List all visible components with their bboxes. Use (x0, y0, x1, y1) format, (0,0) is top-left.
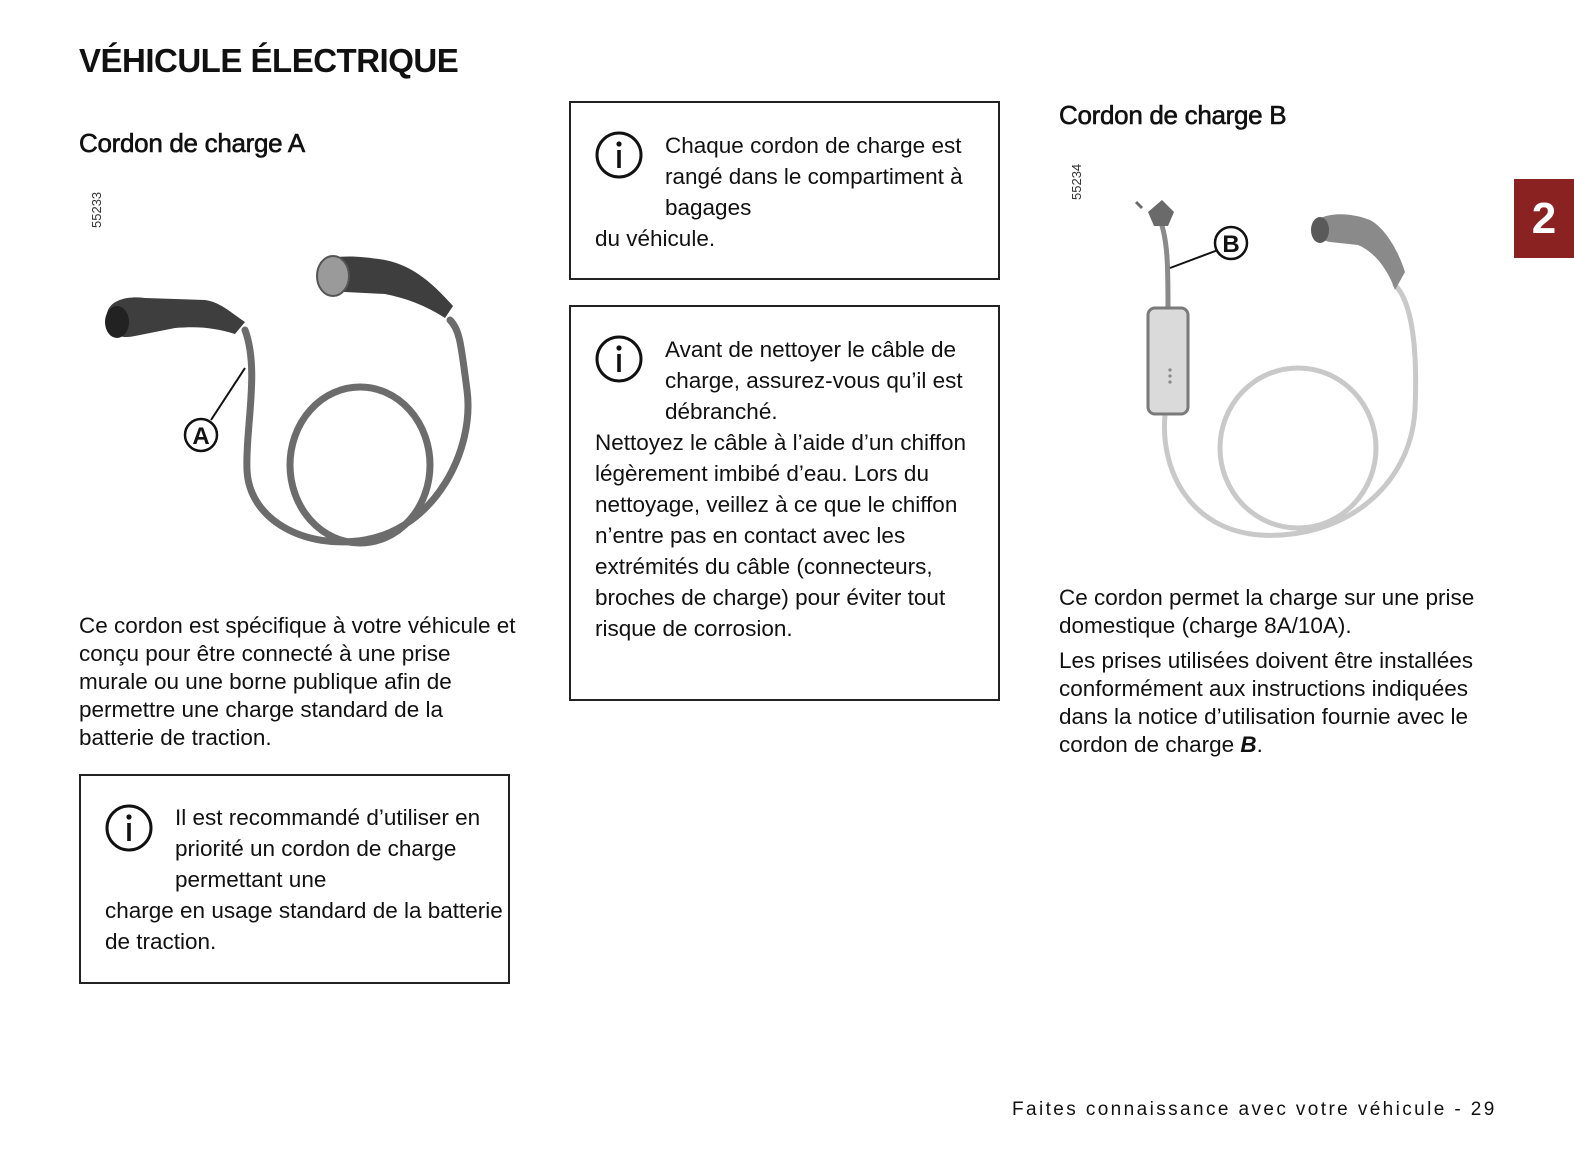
note-storage-rest: du véhicule. (595, 226, 716, 251)
charge-cable-a-illustration (95, 250, 485, 560)
section-b-text2-main: Les prises utilisées doivent être installées conformément aux instructions indiquées dans la notice d’utilisation fournie avec le cordon de charge (1059, 648, 1473, 757)
note-cleaning-rest: Nettoyez le câble à l’aide d’un chiffon légèrement imbibé d’eau. Lors du nettoyage, veillez à ce que le chiffon n’entre pas en contact avec les extrémités du câble (connecteurs, broches de charge) pour éviter tout risque de corrosion. (595, 430, 967, 641)
section-b-heading: Cordon de charge B (1059, 100, 1287, 130)
section-a-text: Ce cordon est spécifique à votre véhicule et conçu pour être connecté à une prise murale ou une borne publique afin de permettre une charge standard de la batterie de traction. (79, 613, 516, 750)
page-footer: Faites connaissance avec votre véhicule - 29 (1012, 1099, 1497, 1120)
section-b-text2 (1059, 647, 1499, 759)
section-b-text1: Ce cordon permet la charge sur une prise domestique (charge 8A/10A). (1059, 585, 1475, 638)
section-b-text2-end: . (1256, 732, 1263, 757)
chapter-tab: 2 (1514, 179, 1574, 258)
callout-b: B (1222, 231, 1240, 258)
note-box-cleaning (569, 305, 1000, 701)
info-icon (595, 131, 643, 179)
image-a-ref: 55233 (89, 191, 104, 228)
note-cleaning-first: Avant de nettoyer le câble de charge, assurez-vous qu’il est débranché. (665, 337, 963, 424)
note-box-storage (569, 101, 1000, 280)
info-icon (595, 335, 643, 383)
note-recommendation-first: Il est recommandé d’utiliser en priorité un cordon de charge permettant une (175, 805, 481, 892)
image-b-ref: 55234 (1069, 163, 1084, 200)
charge-cable-b-illustration (1120, 190, 1440, 550)
note-recommendation-rest: charge en usage standard de la batterie de traction. (105, 898, 503, 954)
note-storage-first: Chaque cordon de charge est rangé dans le compartiment à bagages (665, 133, 963, 220)
callout-a: A (192, 423, 210, 450)
section-a-heading: Cordon de charge A (79, 128, 305, 158)
info-icon (105, 804, 153, 852)
page-title: VÉHICULE ÉLECTRIQUE (79, 42, 459, 79)
section-b-text2-bold: B (1240, 732, 1257, 757)
note-box-recommendation (79, 774, 510, 984)
